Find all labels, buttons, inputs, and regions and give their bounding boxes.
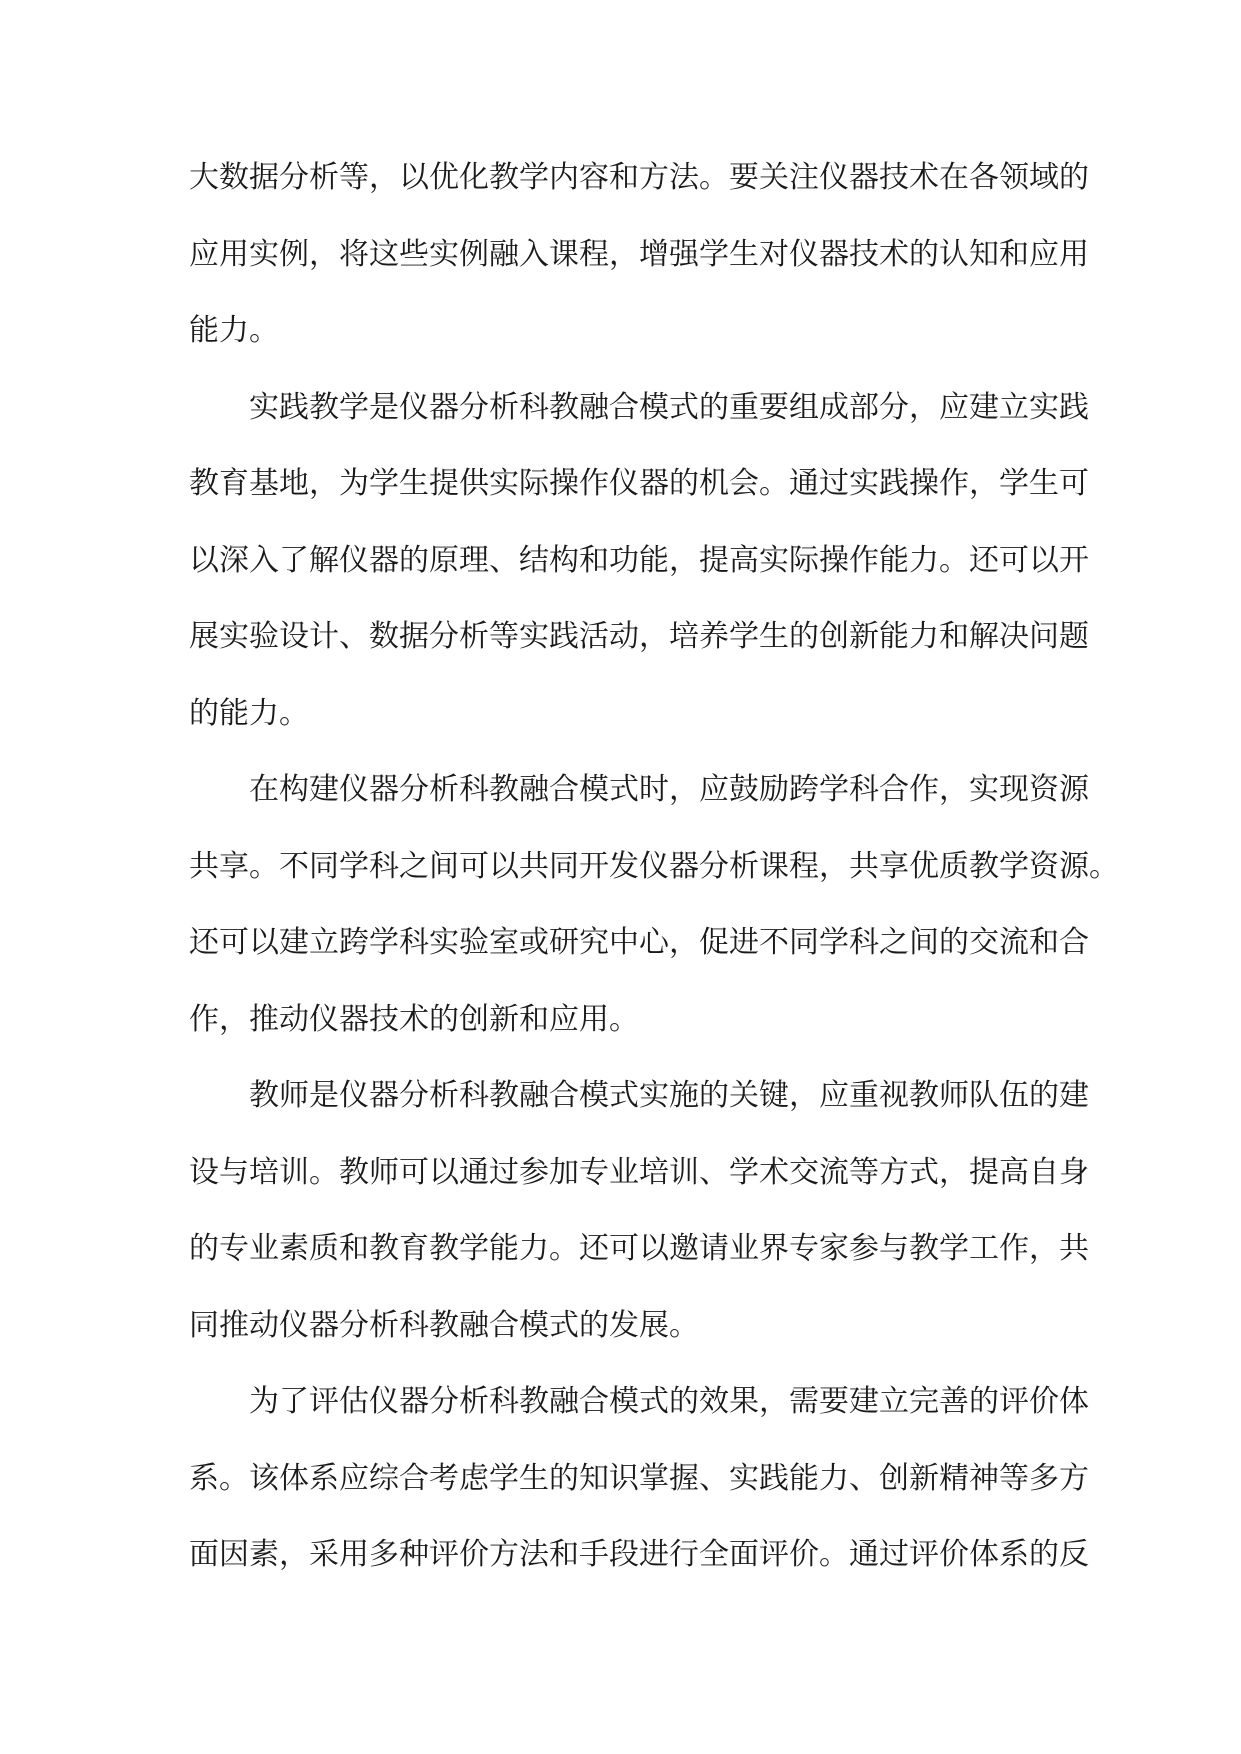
text-line: 的能力。 [189,695,309,731]
text-line: 共享。不同学科之间可以共同开发仪器分析课程，共享优质教学资源。 [189,848,1119,884]
body-text [189,140,1119,1594]
text-line: 设与培训。教师可以通过参加专业培训、学术交流等方式，提高自身 [189,1154,1089,1190]
text-line: 展实验设计、数据分析等实践活动，培养学生的创新能力和解决问题 [189,619,1089,654]
text-line: 作，推动仪器技术的创新和应用。 [189,1001,639,1037]
text-line: 面因素，采用多种评价方法和手段进行全面评价。通过评价体系的反 [189,1537,1089,1572]
text-line: 还可以建立跨学科实验室或研究中心，促进不同学科之间的交流和合 [189,925,1089,960]
paragraph-first-line: 实践教学是仪器分析科教融合模式的重要组成部分，应建立实践 [249,389,1089,425]
paragraph-first-line: 在构建仪器分析科教融合模式时，应鼓励跨学科合作，实现资源 [249,772,1089,807]
text-line: 大数据分析等，以优化教学内容和方法。要关注仪器技术在各领域的 [189,160,1089,195]
text-line: 的专业素质和教育教学能力。还可以邀请业界专家参与教学工作，共 [189,1231,1089,1266]
paragraph-first-line: 为了评估仪器分析科教融合模式的效果，需要建立完善的评价体 [249,1384,1089,1419]
text-line: 以深入了解仪器的原理、结构和功能，提高实际操作能力。还可以开 [189,542,1089,578]
text-line: 能力。 [189,313,279,348]
text-line: 应用实例，将这些实例融入课程，增强学生对仪器技术的认知和应用 [189,236,1089,272]
text-line: 同推动仪器分析科教融合模式的发展。 [189,1307,699,1343]
text-line: 系。该体系应综合考虑学生的知识掌握、实践能力、创新精神等多方 [189,1460,1089,1496]
paragraph-first-line: 教师是仪器分析科教融合模式实施的关键，应重视教师队伍的建 [249,1078,1089,1113]
text-line: 教育基地，为学生提供实际操作仪器的机会。通过实践操作，学生可 [189,466,1089,501]
